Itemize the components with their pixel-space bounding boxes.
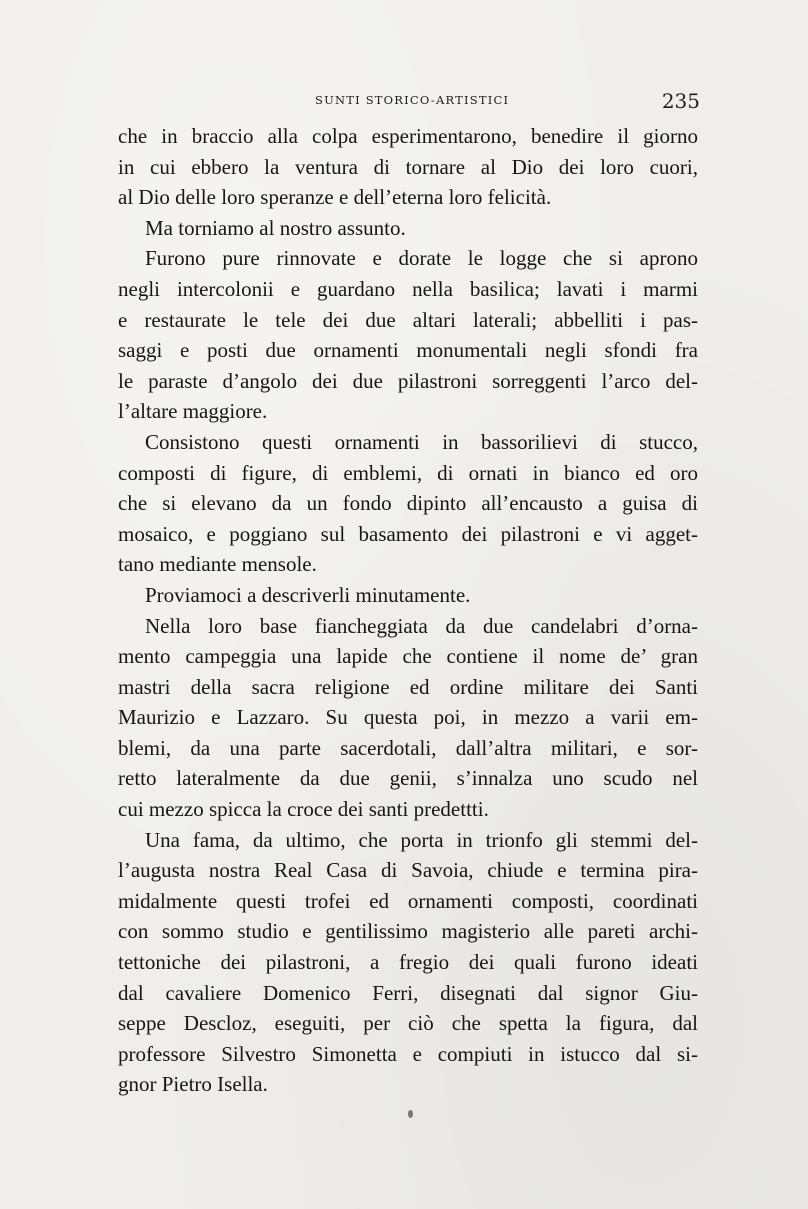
- text-line: tano mediante mensole.: [118, 552, 317, 577]
- text-line: midalmente questi trofei ed ornamenti composti, coordinati: [118, 888, 698, 913]
- text-line: professore Silvestro Simonetta e compiuti in istucco dal si-: [118, 1041, 698, 1066]
- text-line: mento campeggia una lapide che contiene il nome de’ gran: [118, 644, 698, 669]
- text-line: cui mezzo spicca la croce dei santi predettti.: [118, 797, 489, 822]
- text-line: le paraste d’angolo dei due pilastroni sorreggenti l’arco del-: [118, 368, 698, 393]
- ink-speck: [408, 1110, 413, 1118]
- text-line: che in braccio alla colpa esperimentarono, benedire il giorno: [118, 124, 698, 148]
- text-line: dal cavaliere Domenico Ferri, disegnati dal signor Giu-: [118, 980, 698, 1005]
- text-line: Una fama, da ultimo, che porta in trionfo gli stemmi del-: [145, 827, 698, 852]
- text-line: tettoniche dei pilastroni, a fregio dei quali furono ideati: [118, 950, 698, 975]
- running-title: SUNTI STORICO-ARTISTICI: [315, 93, 510, 107]
- text-line: l’altare maggiore.: [118, 399, 268, 424]
- text-line: negli intercolonii e guardano nella basilica; lavati i marmi: [118, 276, 698, 301]
- text-line: Furono pure rinnovate e dorate le logge che si aprono: [145, 246, 698, 271]
- text-line: blemi, da una parte sacerdotali, dall’altra militari, e sor-: [118, 735, 698, 760]
- text-line: mastri della sacra religione ed ordine militare dei Santi: [118, 674, 698, 699]
- text-line: Proviamoci a descriverli minutamente.: [145, 582, 471, 607]
- text-line: composti di figure, di emblemi, di ornati in bianco ed oro: [118, 460, 698, 485]
- text-line: Maurizio e Lazzaro. Su questa poi, in mezzo a varii em-: [118, 705, 698, 730]
- text-line: in cui ebbero la ventura di tornare al Dio dei loro cuori,: [118, 154, 698, 179]
- text-line: l’augusta nostra Real Casa di Savoia, chiude e termina pira-: [118, 858, 698, 883]
- text-line: retto lateralmente da due genii, s’innalza uno scudo nel: [118, 766, 698, 791]
- text-line: mosaico, e poggiano sul basamento dei pilastroni e vi agget-: [118, 521, 698, 546]
- text-line: Consistono questi ornamenti in bassorilievi di stucco,: [145, 429, 698, 454]
- body-text: [118, 121, 698, 1100]
- page-header: [118, 90, 706, 114]
- text-line: seppe Descloz, eseguiti, per ciò che spetta la figura, dal: [118, 1011, 698, 1036]
- text-line: Ma torniamo al nostro assunto.: [145, 215, 406, 240]
- page-number: 235: [661, 89, 700, 113]
- text-line: al Dio delle loro speranze e dell’eterna loro felicità.: [118, 185, 552, 210]
- text-line: e restaurate le tele dei due altari laterali; abbelliti i pas-: [118, 307, 698, 332]
- text-line: gnor Pietro Isella.: [118, 1072, 268, 1097]
- text-line: saggi e posti due ornamenti monumentali negli sfondi fra: [118, 338, 698, 363]
- text-line: che si elevano da un fondo dipinto all’encausto a guisa di: [118, 491, 698, 516]
- text-line: Nella loro base fiancheggiata da due candelabri d’orna-: [145, 613, 698, 638]
- text-line: con sommo studio e gentilissimo magisterio alle pareti archi-: [118, 919, 698, 944]
